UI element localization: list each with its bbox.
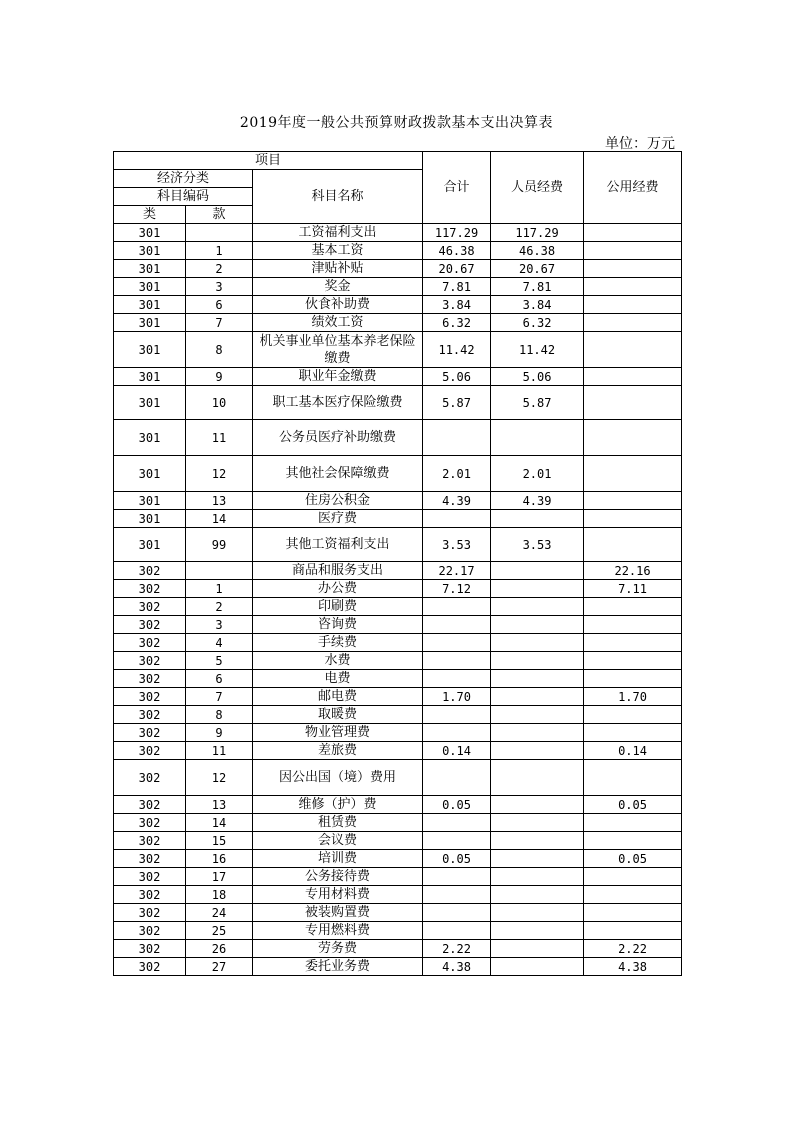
cell-personnel: 46.38 <box>491 242 584 260</box>
table-row <box>114 278 682 296</box>
cell-public <box>584 616 682 634</box>
table-row <box>114 580 682 598</box>
cell-kuan: 9 <box>186 368 253 386</box>
cell-lei: 302 <box>114 580 186 598</box>
table-row <box>114 332 682 368</box>
cell-personnel <box>491 922 584 940</box>
cell-kuan: 2 <box>186 598 253 616</box>
cell-personnel <box>491 796 584 814</box>
cell-public: 22.16 <box>584 562 682 580</box>
cell-lei: 302 <box>114 832 186 850</box>
table-row <box>114 492 682 510</box>
cell-total <box>423 760 491 796</box>
table-row <box>114 314 682 332</box>
cell-kuan: 15 <box>186 832 253 850</box>
cell-total <box>423 616 491 634</box>
cell-subject-name: 租赁费 <box>253 814 423 832</box>
cell-lei: 302 <box>114 688 186 706</box>
cell-personnel <box>491 724 584 742</box>
cell-personnel: 5.06 <box>491 368 584 386</box>
cell-lei: 302 <box>114 562 186 580</box>
cell-kuan: 13 <box>186 492 253 510</box>
table-row <box>114 796 682 814</box>
cell-personnel <box>491 760 584 796</box>
cell-public <box>584 332 682 368</box>
table-row <box>114 670 682 688</box>
cell-total <box>423 904 491 922</box>
cell-kuan: 8 <box>186 706 253 724</box>
header-total: 合计 <box>423 152 491 224</box>
cell-total <box>423 634 491 652</box>
cell-personnel: 5.87 <box>491 386 584 420</box>
cell-public <box>584 724 682 742</box>
table-row <box>114 260 682 278</box>
cell-public <box>584 456 682 492</box>
table-row <box>114 958 682 976</box>
cell-personnel <box>491 868 584 886</box>
cell-subject-name: 维修（护）费 <box>253 796 423 814</box>
cell-lei: 301 <box>114 386 186 420</box>
cell-subject-name: 住房公积金 <box>253 492 423 510</box>
cell-personnel <box>491 634 584 652</box>
table-row <box>114 616 682 634</box>
cell-lei: 302 <box>114 868 186 886</box>
cell-total <box>423 868 491 886</box>
cell-personnel <box>491 562 584 580</box>
cell-lei: 302 <box>114 850 186 868</box>
cell-total: 3.84 <box>423 296 491 314</box>
cell-personnel: 7.81 <box>491 278 584 296</box>
table-row <box>114 868 682 886</box>
cell-public: 0.05 <box>584 796 682 814</box>
cell-public <box>584 634 682 652</box>
cell-public <box>584 420 682 456</box>
cell-lei: 302 <box>114 724 186 742</box>
cell-kuan: 6 <box>186 296 253 314</box>
cell-lei: 301 <box>114 278 186 296</box>
cell-lei: 302 <box>114 634 186 652</box>
table-row <box>114 296 682 314</box>
cell-public <box>584 706 682 724</box>
cell-kuan: 17 <box>186 868 253 886</box>
cell-public <box>584 832 682 850</box>
table-row <box>114 904 682 922</box>
cell-personnel <box>491 706 584 724</box>
table-row <box>114 456 682 492</box>
cell-public <box>584 510 682 528</box>
cell-public: 7.11 <box>584 580 682 598</box>
table-row <box>114 688 682 706</box>
cell-public <box>584 868 682 886</box>
cell-total: 117.29 <box>423 224 491 242</box>
cell-kuan: 8 <box>186 332 253 368</box>
cell-lei: 301 <box>114 492 186 510</box>
cell-public <box>584 296 682 314</box>
cell-lei: 302 <box>114 616 186 634</box>
cell-public <box>584 242 682 260</box>
table-row <box>114 922 682 940</box>
cell-personnel <box>491 670 584 688</box>
cell-public <box>584 652 682 670</box>
header-item: 项目 <box>114 152 423 170</box>
table-row <box>114 368 682 386</box>
cell-personnel: 20.67 <box>491 260 584 278</box>
table-row <box>114 386 682 420</box>
cell-total: 3.53 <box>423 528 491 562</box>
table-row <box>114 598 682 616</box>
cell-kuan: 1 <box>186 242 253 260</box>
cell-lei: 301 <box>114 314 186 332</box>
header-lei: 类 <box>114 206 186 224</box>
cell-total <box>423 670 491 688</box>
cell-public <box>584 314 682 332</box>
cell-lei: 302 <box>114 742 186 760</box>
cell-total <box>423 832 491 850</box>
cell-subject-name: 委托业务费 <box>253 958 423 976</box>
cell-public <box>584 260 682 278</box>
cell-subject-name: 因公出国（境）费用 <box>253 760 423 796</box>
table-row <box>114 706 682 724</box>
cell-public: 1.70 <box>584 688 682 706</box>
cell-public <box>584 760 682 796</box>
cell-kuan: 16 <box>186 850 253 868</box>
cell-subject-name: 会议费 <box>253 832 423 850</box>
cell-public <box>584 278 682 296</box>
cell-total <box>423 420 491 456</box>
cell-personnel <box>491 688 584 706</box>
cell-subject-name: 医疗费 <box>253 510 423 528</box>
header-public: 公用经费 <box>584 152 682 224</box>
table-row <box>114 562 682 580</box>
header-subject-name: 科目名称 <box>253 170 423 224</box>
cell-public <box>584 670 682 688</box>
cell-personnel: 11.42 <box>491 332 584 368</box>
cell-public: 0.05 <box>584 850 682 868</box>
cell-personnel <box>491 958 584 976</box>
cell-total: 0.05 <box>423 796 491 814</box>
table-row <box>114 760 682 796</box>
cell-kuan: 4 <box>186 634 253 652</box>
cell-lei: 302 <box>114 886 186 904</box>
table-row <box>114 652 682 670</box>
cell-total <box>423 922 491 940</box>
cell-personnel <box>491 598 584 616</box>
cell-total <box>423 886 491 904</box>
cell-personnel <box>491 510 584 528</box>
cell-personnel: 117.29 <box>491 224 584 242</box>
cell-subject-name: 邮电费 <box>253 688 423 706</box>
cell-lei: 301 <box>114 332 186 368</box>
cell-subject-name: 商品和服务支出 <box>253 562 423 580</box>
cell-subject-name: 办公费 <box>253 580 423 598</box>
cell-subject-name: 基本工资 <box>253 242 423 260</box>
cell-public <box>584 368 682 386</box>
cell-subject-name: 物业管理费 <box>253 724 423 742</box>
cell-lei: 302 <box>114 652 186 670</box>
table-row <box>114 850 682 868</box>
cell-kuan: 3 <box>186 616 253 634</box>
cell-total: 7.12 <box>423 580 491 598</box>
table-row <box>114 224 682 242</box>
cell-lei: 301 <box>114 510 186 528</box>
cell-subject-name: 其他工资福利支出 <box>253 528 423 562</box>
header-subject-code: 科目编码 <box>114 188 253 206</box>
cell-total: 6.32 <box>423 314 491 332</box>
table-row <box>114 832 682 850</box>
cell-kuan: 5 <box>186 652 253 670</box>
cell-subject-name: 专用材料费 <box>253 886 423 904</box>
cell-public <box>584 886 682 904</box>
cell-total <box>423 598 491 616</box>
cell-kuan: 11 <box>186 420 253 456</box>
cell-kuan <box>186 562 253 580</box>
cell-lei: 302 <box>114 814 186 832</box>
cell-lei: 301 <box>114 420 186 456</box>
cell-kuan: 14 <box>186 510 253 528</box>
cell-personnel <box>491 814 584 832</box>
cell-total: 0.05 <box>423 850 491 868</box>
cell-subject-name: 公务接待费 <box>253 868 423 886</box>
cell-subject-name: 津贴补贴 <box>253 260 423 278</box>
cell-subject-name: 机关事业单位基本养老保险缴费 <box>253 332 423 368</box>
cell-kuan: 9 <box>186 724 253 742</box>
cell-total: 1.70 <box>423 688 491 706</box>
cell-lei: 301 <box>114 224 186 242</box>
cell-lei: 302 <box>114 904 186 922</box>
cell-kuan: 26 <box>186 940 253 958</box>
cell-total: 22.17 <box>423 562 491 580</box>
cell-kuan: 18 <box>186 886 253 904</box>
cell-kuan: 14 <box>186 814 253 832</box>
cell-subject-name: 工资福利支出 <box>253 224 423 242</box>
cell-total <box>423 724 491 742</box>
cell-total: 11.42 <box>423 332 491 368</box>
cell-subject-name: 劳务费 <box>253 940 423 958</box>
cell-lei: 302 <box>114 922 186 940</box>
cell-kuan: 2 <box>186 260 253 278</box>
cell-lei: 301 <box>114 296 186 314</box>
cell-subject-name: 职业年金缴费 <box>253 368 423 386</box>
cell-subject-name: 培训费 <box>253 850 423 868</box>
cell-total: 2.22 <box>423 940 491 958</box>
cell-public <box>584 904 682 922</box>
cell-lei: 302 <box>114 706 186 724</box>
cell-public <box>584 386 682 420</box>
cell-subject-name: 手续费 <box>253 634 423 652</box>
cell-lei: 302 <box>114 760 186 796</box>
header-econ-class: 经济分类 <box>114 170 253 188</box>
cell-total <box>423 706 491 724</box>
table-row <box>114 940 682 958</box>
cell-personnel: 6.32 <box>491 314 584 332</box>
cell-kuan <box>186 224 253 242</box>
cell-personnel <box>491 832 584 850</box>
cell-subject-name: 差旅费 <box>253 742 423 760</box>
cell-lei: 301 <box>114 456 186 492</box>
cell-total <box>423 652 491 670</box>
cell-total: 5.06 <box>423 368 491 386</box>
table-row <box>114 510 682 528</box>
cell-subject-name: 职工基本医疗保险缴费 <box>253 386 423 420</box>
cell-kuan: 10 <box>186 386 253 420</box>
cell-subject-name: 咨询费 <box>253 616 423 634</box>
cell-kuan: 7 <box>186 314 253 332</box>
cell-total: 4.38 <box>423 958 491 976</box>
table-row <box>114 742 682 760</box>
table-body <box>114 152 682 976</box>
header-row-1 <box>114 152 682 170</box>
cell-total <box>423 510 491 528</box>
cell-personnel <box>491 420 584 456</box>
cell-lei: 302 <box>114 670 186 688</box>
cell-public: 4.38 <box>584 958 682 976</box>
cell-subject-name: 伙食补助费 <box>253 296 423 314</box>
table-row <box>114 420 682 456</box>
cell-lei: 302 <box>114 940 186 958</box>
cell-subject-name: 电费 <box>253 670 423 688</box>
cell-personnel: 3.84 <box>491 296 584 314</box>
cell-kuan: 1 <box>186 580 253 598</box>
cell-total: 0.14 <box>423 742 491 760</box>
cell-subject-name: 印刷费 <box>253 598 423 616</box>
cell-personnel: 4.39 <box>491 492 584 510</box>
cell-public: 0.14 <box>584 742 682 760</box>
cell-lei: 301 <box>114 368 186 386</box>
cell-kuan: 12 <box>186 456 253 492</box>
table-row <box>114 528 682 562</box>
cell-personnel <box>491 652 584 670</box>
table-row <box>114 724 682 742</box>
header-kuan: 款 <box>186 206 253 224</box>
cell-kuan: 11 <box>186 742 253 760</box>
cell-total: 5.87 <box>423 386 491 420</box>
cell-total: 7.81 <box>423 278 491 296</box>
cell-personnel <box>491 886 584 904</box>
cell-subject-name: 取暖费 <box>253 706 423 724</box>
cell-kuan: 99 <box>186 528 253 562</box>
cell-lei: 302 <box>114 598 186 616</box>
cell-lei: 301 <box>114 260 186 278</box>
cell-personnel <box>491 940 584 958</box>
cell-subject-name: 水费 <box>253 652 423 670</box>
cell-subject-name: 专用燃料费 <box>253 922 423 940</box>
table-row <box>114 814 682 832</box>
cell-lei: 301 <box>114 242 186 260</box>
cell-public <box>584 528 682 562</box>
cell-public: 2.22 <box>584 940 682 958</box>
cell-subject-name: 绩效工资 <box>253 314 423 332</box>
cell-personnel <box>491 742 584 760</box>
table-row <box>114 886 682 904</box>
cell-kuan: 24 <box>186 904 253 922</box>
cell-kuan: 12 <box>186 760 253 796</box>
cell-total: 20.67 <box>423 260 491 278</box>
cell-kuan: 13 <box>186 796 253 814</box>
cell-public <box>584 492 682 510</box>
cell-lei: 302 <box>114 796 186 814</box>
cell-personnel <box>491 580 584 598</box>
cell-public <box>584 814 682 832</box>
expenditure-table <box>113 151 682 976</box>
cell-subject-name: 被装购置费 <box>253 904 423 922</box>
cell-kuan: 27 <box>186 958 253 976</box>
cell-kuan: 6 <box>186 670 253 688</box>
cell-lei: 301 <box>114 528 186 562</box>
cell-personnel <box>491 616 584 634</box>
cell-personnel <box>491 850 584 868</box>
cell-subject-name: 其他社会保障缴费 <box>253 456 423 492</box>
cell-public <box>584 224 682 242</box>
cell-total: 46.38 <box>423 242 491 260</box>
header-personnel: 人员经费 <box>491 152 584 224</box>
cell-subject-name: 公务员医疗补助缴费 <box>253 420 423 456</box>
cell-personnel <box>491 904 584 922</box>
cell-public <box>584 922 682 940</box>
cell-kuan: 7 <box>186 688 253 706</box>
unit-label: 单位：万元 <box>605 136 675 152</box>
cell-lei: 302 <box>114 958 186 976</box>
cell-subject-name: 奖金 <box>253 278 423 296</box>
table-row <box>114 634 682 652</box>
table-row <box>114 242 682 260</box>
cell-kuan: 3 <box>186 278 253 296</box>
cell-total <box>423 814 491 832</box>
cell-personnel: 2.01 <box>491 456 584 492</box>
cell-kuan: 25 <box>186 922 253 940</box>
page-title: 2019年度一般公共预算财政拨款基本支出决算表 <box>239 115 554 131</box>
cell-total: 2.01 <box>423 456 491 492</box>
cell-personnel: 3.53 <box>491 528 584 562</box>
cell-public <box>584 598 682 616</box>
cell-total: 4.39 <box>423 492 491 510</box>
